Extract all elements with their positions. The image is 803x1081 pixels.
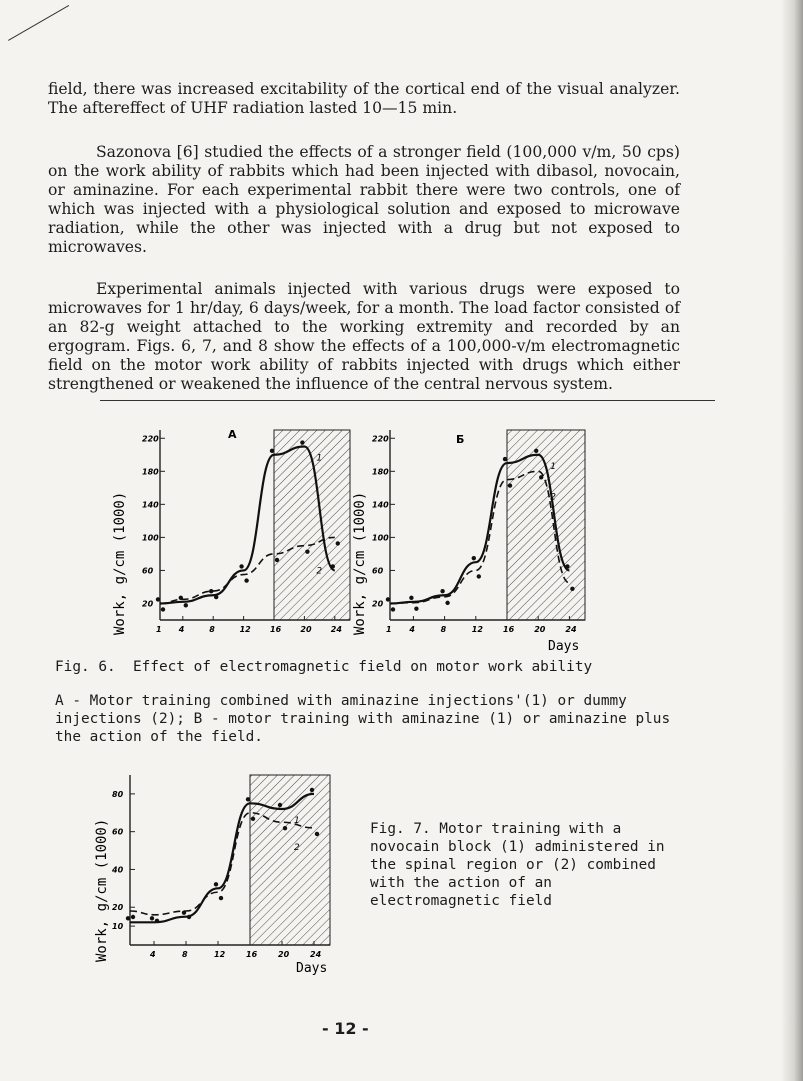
paragraph-1-text: field, there was increased excitability of the cortical end of the visual analyzer. The aftereffect of UHF radiation lasted 10—15 min. [48,80,680,117]
data-point-0-2-5 [305,549,309,553]
data-point-1-2-3 [477,574,481,578]
panel-a-label: A [228,428,237,441]
exposure-region-2 [250,775,330,945]
x-tick-label-1-6: 24 [565,625,577,634]
data-point-1-1-0 [386,597,390,601]
panel-b-label: Б [456,433,465,446]
x-tick-label-1-4: 16 [503,625,515,634]
series-label-0-1: 1 [316,453,323,464]
x-tick-label-2-4: 20 [278,950,290,959]
data-point-0-1-4 [270,449,274,453]
y-tick-label-1-5: 220 [372,434,389,444]
data-point-2-1-1 [150,916,154,920]
series-label-2-2: 2 [294,843,300,854]
data-point-2-2-4 [251,817,255,821]
y-tick-label-1-3: 140 [372,500,389,510]
data-point-0-2-4 [275,558,279,562]
exposure-region-1 [507,430,585,620]
y-tick-label-2-4: 80 [112,789,124,799]
x-tick-label-1-5: 20 [534,625,546,634]
x-tick-label-0-5: 20 [300,625,312,634]
data-point-1-2-5 [539,475,543,479]
y-tick-label-0-5: 220 [142,434,159,444]
data-point-2-1-0 [126,916,130,920]
fig6b-ylabel: Work, g/cm (1000) [352,491,368,635]
x-tick-label-0-6: 24 [330,625,342,634]
y-tick-label-1-4: 180 [372,467,389,477]
y-tick-label-0-2: 100 [142,533,159,543]
data-point-1-2-2 [445,601,449,605]
data-point-1-1-5 [534,449,538,453]
data-point-2-2-1 [155,919,159,923]
data-point-2-1-6 [310,788,314,792]
data-point-1-1-4 [503,457,507,461]
x-tick-label-0-3: 12 [239,625,251,634]
series-label-0-2: 2 [316,566,323,577]
y-tick-label-0-1: 60 [142,566,154,576]
fig6-caption-title: Fig. 6. Effect of electromagnetic field on motor work ability [55,659,593,675]
y-tick-label-2-1: 20 [112,903,124,913]
y-tick-label-1-0: 20 [372,599,384,609]
series-label-2-1: 1 [294,816,300,826]
x-tick-label-2-5: 24 [310,950,322,959]
data-point-2-2-2 [187,915,191,919]
data-point-2-2-6 [315,832,319,836]
x-tick-label-1-3: 12 [471,625,483,634]
data-point-2-2-3 [219,896,223,900]
data-point-0-1-0 [156,597,160,601]
data-point-0-2-2 [214,595,218,599]
x-tick-label-2-0: 4 [150,950,156,959]
data-point-1-1-2 [440,589,444,593]
fig7-ylabel: Work, g/cm (1000) [94,818,110,962]
y-tick-label-1-2: 100 [372,533,389,543]
y-tick-label-0-3: 140 [142,500,159,510]
fig7-caption: Fig. 7. Motor training with a novocain block (1) administered in the spinal region or (2) combined with the action of an electromagnetic field [370,821,665,909]
data-point-0-1-3 [239,564,243,568]
x-tick-label-1-0: 1 [386,625,392,634]
fig7-xlabel: Days [296,961,328,976]
paragraph-3-text: Experimental animals injected with various drugs were exposed to microwaves for 1 hr/day, 6 days/week, for a month. The load factor consisted of an 82-g weight attached to the working extremity and recorded by an ergogram. Figs. 6, 7, and 8 show the effects of a 100,000-v/m electromagnetic field on the motor work ability of rabbits injected with drugs which either strengthened or weakened the influence of the central nervous system. [48,280,680,393]
data-point-2-1-5 [278,803,282,807]
y-tick-label-2-2: 40 [112,865,124,875]
page-number: - 12 - [322,1019,369,1038]
paragraph-2-text: Sazonova [6] studied the effects of a stronger field (100,000 v/m, 50 cps) on the work ability of rabbits which had been injected with dibasol, novocain, or aminazine. For each experimental rabbit there were two controls, one of which was injected with a physiological solution and exposed to microwave radiation, while the other was injected with a drug but not exposed to microwaves. [48,143,680,256]
data-point-1-1-3 [472,556,476,560]
data-point-0-2-1 [184,603,188,607]
x-tick-label-2-2: 12 [214,950,226,959]
data-point-1-2-6 [570,587,574,591]
x-tick-label-1-1: 4 [409,625,415,634]
series-label-1-2: 2 [550,492,556,503]
x-tick-label-0-2: 8 [209,625,215,634]
fig6-xlabel: Days [548,639,580,654]
x-tick-label-0-4: 16 [270,625,282,634]
data-point-0-2-0 [161,607,165,611]
y-tick-label-2-3: 60 [112,827,124,837]
data-point-0-1-2 [209,589,213,593]
y-tick-label-0-4: 180 [142,467,159,477]
data-point-2-2-0 [131,915,135,919]
data-point-1-2-4 [508,483,512,487]
x-tick-label-2-3: 16 [246,950,258,959]
x-tick-label-1-2: 8 [440,625,447,634]
data-point-1-2-0 [391,607,395,611]
fig6-caption-text: A - Motor training combined with aminazine injections'(1) or dummy injections (2); B - motor training with aminazine (1) or aminazine plus the action of the field. [55,693,671,745]
y-tick-label-2-0: 10 [112,922,124,932]
y-tick-label-1-1: 60 [372,566,384,576]
data-point-2-2-5 [283,826,287,830]
series-label-1-1: 1 [550,461,556,472]
data-point-1-1-1 [409,596,413,600]
data-point-0-2-3 [244,578,248,582]
data-point-1-2-1 [414,606,418,610]
data-point-0-2-6 [336,541,340,545]
data-point-0-1-5 [300,440,304,444]
data-point-2-1-4 [246,797,250,801]
data-point-0-1-6 [331,564,335,568]
data-point-1-1-6 [565,564,569,568]
y-tick-label-0-0: 20 [142,599,154,609]
data-point-2-1-3 [214,882,218,886]
x-tick-label-0-1: 4 [178,625,185,634]
fig6a-ylabel: Work, g/cm (1000) [112,491,128,635]
x-tick-label-0-0: 1 [156,625,162,634]
x-tick-label-2-1: 8 [182,950,188,959]
